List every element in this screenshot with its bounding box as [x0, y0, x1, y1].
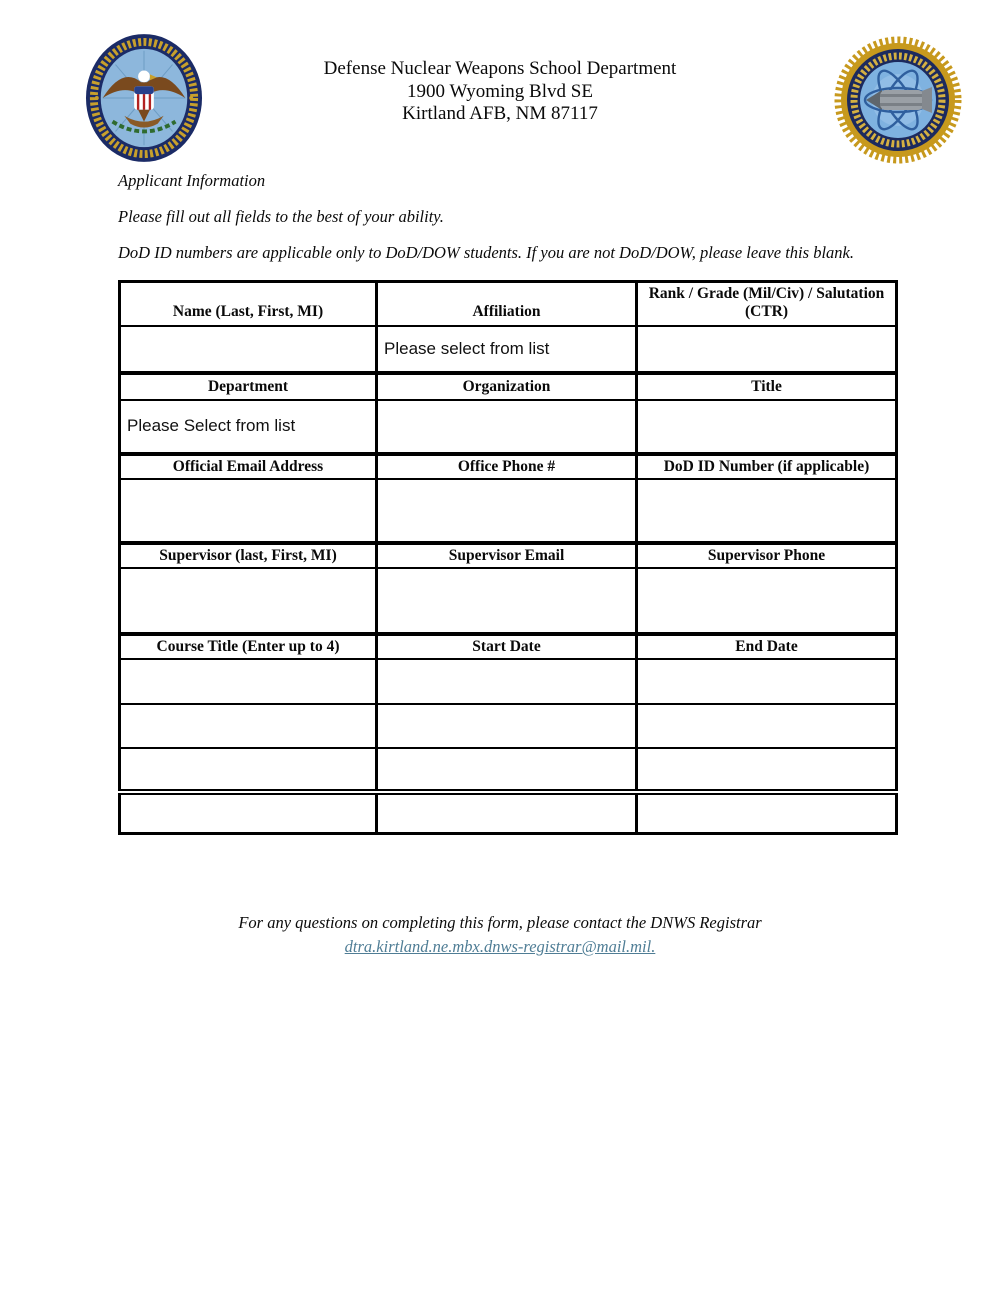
- supervisor-name-field[interactable]: [120, 568, 377, 634]
- start-date-field-4[interactable]: [377, 792, 637, 834]
- supervisor-phone-field[interactable]: [637, 568, 897, 634]
- dod-id-field[interactable]: [637, 479, 897, 543]
- org-name: Defense Nuclear Weapons School Department: [323, 58, 677, 79]
- organization-field[interactable]: [377, 400, 637, 454]
- column-header-office-phone: Office Phone #: [377, 454, 637, 479]
- course-title-field-4[interactable]: [120, 792, 377, 834]
- course-title-field-3[interactable]: [120, 748, 377, 792]
- column-header-title: Title: [637, 373, 897, 400]
- course-title-field-2[interactable]: [120, 704, 377, 748]
- office-phone-field[interactable]: [377, 479, 637, 543]
- column-header-supervisor-phone: Supervisor Phone: [637, 543, 897, 568]
- column-header-name: Name (Last, First, MI): [120, 282, 377, 326]
- instruction-fill-fields: Please fill out all fields to the best of your ability.: [118, 207, 444, 226]
- registrar-email-link[interactable]: dtra.kirtland.ne.mbx.dnws-registrar@mail.mil.: [344, 937, 656, 956]
- footer-section: [0, 912, 1000, 957]
- end-date-field-1[interactable]: [637, 659, 897, 704]
- title-field[interactable]: [637, 400, 897, 454]
- footer-note: For any questions on completing this form, please contact the DNWS Registrar: [238, 913, 762, 932]
- course-title-field-1[interactable]: [120, 659, 377, 704]
- intro-section: [118, 170, 893, 278]
- column-header-department: Department: [120, 373, 377, 400]
- org-address-street: 1900 Wyoming Blvd SE: [407, 80, 593, 102]
- column-header-dod-id: DoD ID Number (if applicable): [637, 454, 897, 479]
- department-select[interactable]: Please Select from list: [120, 400, 377, 454]
- rank-grade-field[interactable]: [637, 326, 897, 373]
- start-date-field-2[interactable]: [377, 704, 637, 748]
- official-email-field[interactable]: [120, 479, 377, 543]
- applicant-information-heading: Applicant Information: [118, 171, 266, 190]
- column-header-official-email: Official Email Address: [120, 454, 377, 479]
- start-date-field-3[interactable]: [377, 748, 637, 792]
- column-header-course-title: Course Title (Enter up to 4): [120, 634, 377, 659]
- start-date-field-1[interactable]: [377, 659, 637, 704]
- column-header-supervisor-name: Supervisor (last, First, MI): [120, 543, 377, 568]
- column-header-supervisor-email: Supervisor Email: [377, 543, 637, 568]
- supervisor-email-field[interactable]: [377, 568, 637, 634]
- end-date-field-4[interactable]: [637, 792, 897, 834]
- instruction-dod-id: DoD ID numbers are applicable only to DoD/DOW students. If you are not DoD/DOW, please leave this blank.: [118, 243, 854, 262]
- column-header-end-date: End Date: [637, 634, 897, 659]
- applicant-form-table: [118, 280, 898, 835]
- org-address-city: Kirtland AFB, NM 87117: [402, 103, 598, 124]
- end-date-field-3[interactable]: [637, 748, 897, 792]
- column-header-organization: Organization: [377, 373, 637, 400]
- end-date-field-2[interactable]: [637, 704, 897, 748]
- affiliation-select[interactable]: Please select from list: [377, 326, 637, 373]
- name-field[interactable]: [120, 326, 377, 373]
- dnws-seal: [830, 36, 966, 164]
- column-header-start-date: Start Date: [377, 634, 637, 659]
- column-header-rank-grade: Rank / Grade (Mil/Civ) / Salutation (CTR): [637, 282, 897, 326]
- column-header-affiliation: Affiliation: [377, 282, 637, 326]
